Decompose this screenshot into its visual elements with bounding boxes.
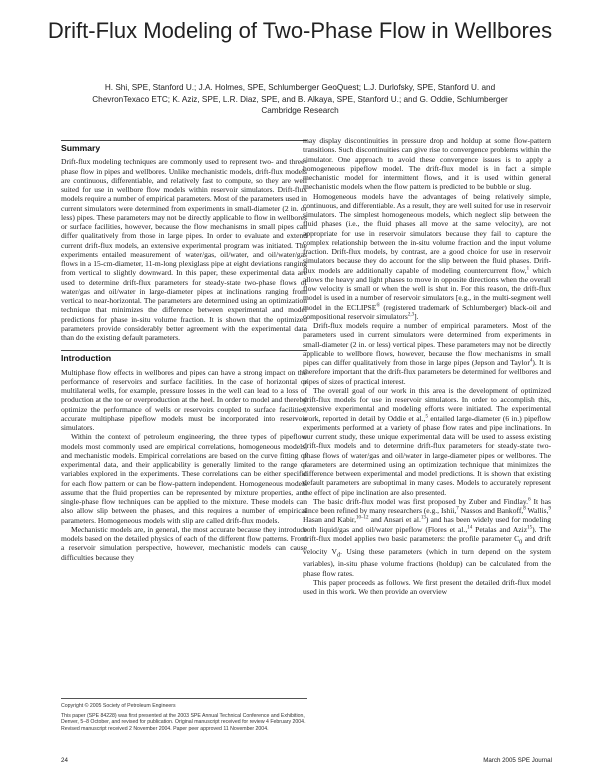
right-paragraph-2: Homogeneous models have the advantages of being relatively simple, continuous, and differentiable. As a result, they are well suited for use in reservoir simulators. The simplest homogeneous models, which neglect slip between the fluid phases (i.e., the fluid phases all move at the same velocity), are not appropriate for use in reservoir simulators because they fail to capture the complex relationship between the in-situ volume fraction and the input volume fraction. Drift-flux models, by contrast, are a good choice for use in reservoir simulators because they do account for the slip between the fluid phases. Drift-flux models are additionally capable of modeling countercurrent flow,$^1$ which allows the heavy and light phases to move in opposite directions when the overall flow velocity is small or when the well is shut in. For this reason, the drift-flux model is used in a number of reservoir simulators [e.g., in the multi-segment well model in the ECLIPSE® (registered trademark of Schlumberger) black-oil and compositional reservoir simulators$^{2,3}$]. [303, 191, 551, 321]
right-paragraph-4: The overall goal of our work in this area is the development of optimized drift-flux models for use in reservoir simulators. In order to accomplish this, extensive experimental and modeling efforts were initiated. The experimental work, reported in detail by Oddie et al.,$^5$ entailed large-diameter (6 in.) pipeflow experiments performed at a variety of phase flow rates and pipe inclinations. In our current study, these unique experimental data will be used to assess existing drift-flux models and to determine drift-flux parameters for steady-state two-phase flows of water/gas and oil/water in large-diameter pipes or wellbores. The parameters are determined using an optimization technique that minimizes the difference between experimental and model predictions. It is shown that existing default parameters are suboptimal in many cases. Models to accurately represent the effect of pipe inclination are also presented. [303, 385, 552, 497]
right-paragraph-6: This paper proceeds as follows. We first present the detailed drift-flux model used in this work. We then provide an overview [303, 577, 551, 596]
footnote [61, 698, 307, 735]
summary-divider [61, 140, 307, 141]
footnote-divider [61, 698, 307, 699]
paper-title: Drift-Flux Modeling of Two-Phase Flow in Wellbores [47, 18, 553, 43]
left-column [61, 144, 307, 562]
introduction-paragraph-1: Multiphase flow effects in wellbores and pipes can have a strong impact on the performance of reservoirs and surface facilities. In the case of horizontal or multilateral wells, for example, pressure losses in the well can lead to a loss of production at the toe or overproduction at the heel. In order to model and thereby optimize the performance of wells or reservoirs coupled to surface facilities, accurate multiphase pipeflow models must be incorporated into reservoir simulators. [61, 367, 307, 432]
right-column [303, 136, 551, 596]
summary-text: Drift-flux modeling techniques are commonly used to represent two- and three-phase flow in pipes and wellbores. Unlike mechanistic models, drift-flux models are continuous, differentiable, and relatively fast to compute, so they are well suited for use in wellbore flow models within reservoir simulators. Drift-flux models require a number of empirical parameters. Most of the parameters used in current simulators were determined from experiments in small-diameter (2 in. or less) pipes. These parameters may not be directly applicable to flow in wellbores or surface facilities, however, because the flow mechanisms in small pipes can differ qualitatively from those in large pipes. In order to evaluate and extend current drift-flux models, an extensive experimental program was initiated. The experiments entailed measurement of water/gas, oil/water, and oil/water/gas flows in a 15-cm-diameter, 11-m-long plexiglass pipe at eight deviations ranging from vertical to slightly downward. In this paper, these experimental data are used to determine drift-flux parameters for steady-state two-phase flows of water/gas and oil/water in large-diameter pipes at inclinations ranging from vertical to near-horizontal. The parameters are determined using an optimization technique that minimizes the difference between experimental and model predictions for phase in-situ volume fraction. It is shown that the optimized parameters provide considerably better agreement with the experimental data than do the existing default parameters. [61, 157, 307, 342]
journal-issue: March 2005 SPE Journal [483, 757, 552, 764]
copyright-line: Copyright © 2005 Society of Petroleum Engineers [61, 703, 176, 709]
author-line-1: H. Shi, SPE, Stanford U.; J.A. Holmes, SPE, Schlumberger GeoQuest; L.J. Durlofsky, SPE, Stanford U. and [104, 83, 496, 92]
footnote-text: This paper (SPE 84228) was first presented at the 2003 SPE Annual Technical Conference and Exhibition, Denver, 5–8 October, and revised for publication. Original manuscript received for review 4 February 2004. Revised manuscript received 2 November 2004. Paper peer approved 11 November 2004. [61, 712, 306, 732]
author-list [38, 82, 562, 117]
introduction-paragraph-2: Within the context of petroleum engineering, the three types of pipeflow models most commonly used are empirical correlations, homogeneous models, and mechanistic models. Empirical correlations are based on the curve fitting of experimental data, and their applicability is generally limited to the range of variables explored in the experiments. These correlations can be either specific for each flow pattern or can be flow-pattern independent. Homogeneous models assume that the fluid properties can be represented by mixture properties, and single-phase flow techniques can be applied to the mixture. These models can also allow slip between the phases, and this requires a number of empirical parameters. Homogeneous models with slip are called drift-flux models. [61, 432, 307, 525]
page-number: 24 [61, 757, 68, 764]
right-paragraph-5: The basic drift-flux model was first proposed by Zuber and Findlay.$^6$ It has since been refined by many researchers (e.g., Ishii,$^7$ Nassos and Bankoff,$^8$ Wallis,$^9$ Hasan and Kabir,$^{10-12}$ and Ansari et al.$^{13}$) and has been widely used for modeling both liquid/gas and oil/water pipeflow (Flores et al.,$^{14}$ Petalas and Aziz$^{15}$). The drift-flux model applies two basic parameters: the profile parameter $C_0$ and drift velocity $V_d$. Using these parameters (which in turn depend on the system variables), in-situ phase volume fractions (holdup) can be calculated from the phase flow rates. [303, 496, 552, 578]
introduction-paragraph-3: Mechanistic models are, in general, the most accurate because they introduce models based on the detailed physics of each of the different flow patterns. From a reservoir simulation perspective, however, mechanistic models can cause difficulties because they [61, 524, 307, 562]
introduction-divider [61, 350, 307, 351]
right-paragraph-3: Drift-flux models require a number of empirical parameters. Most of the parameters used in current simulators were determined from experiments in small-diameter (2 in. or less) vertical pipes. These parameters may not be directly applicable to wellbore flows, however, because the flow mechanisms in small pipes can differ qualitatively from those in large pipes (Jepson and Taylor$^4$). It is therefore important that the drift-flux parameters be determined for wellbores and pipes of sizes of practical interest. [303, 321, 551, 386]
summary-heading: Summary [61, 143, 101, 153]
author-line-3: Cambridge Research [261, 106, 339, 116]
right-paragraph-1: may display discontinuities in pressure drop and holdup at some flow-pattern transitions. Such discontinuities can give rise to convergence problems within the simulator. One approach to avoid these convergence issues is to apply a homogeneous pipeflow model. The drift-flux model is in fact a simple mechanistic model for intermittent flows, and it is used within general mechanistic models when the flow pattern is predicted to be bubble or slug. [303, 136, 551, 192]
introduction-heading: Introduction [61, 353, 112, 364]
author-line-2: ChevronTexaco ETC; K. Aziz, SPE, L.R. Diaz, SPE, and B. Alkaya, SPE, Stanford U.; and G. Oddie, Schlumberger [92, 94, 508, 104]
